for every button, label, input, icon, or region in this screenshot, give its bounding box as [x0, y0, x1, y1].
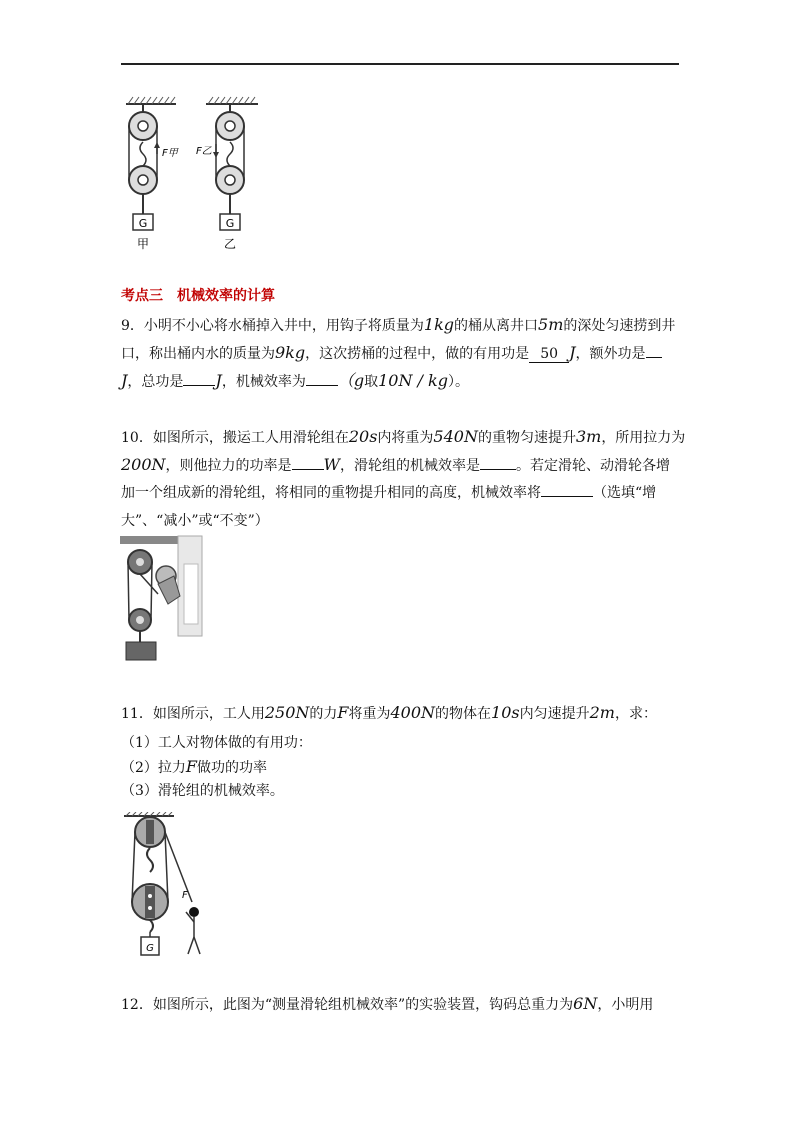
figure-label-yi: 乙 — [223, 237, 237, 251]
q9-line-2: 口，称出桶内水的质量为9kg，这次捞桶的过程中，做的有用功是 50 J，额外功是 — [121, 343, 662, 364]
q11-sub-1: （1）工人对物体做的有用功： — [121, 735, 312, 751]
q11-sub-2: （2）拉力F做功的功率 — [121, 757, 268, 776]
header-rule — [121, 63, 679, 65]
pulley-figure-2 — [118, 534, 208, 669]
q9-total-work-blank[interactable] — [183, 385, 215, 386]
figure-label-jia: 甲 — [136, 237, 150, 251]
force-label-fig3: F — [182, 890, 188, 901]
force-label-right: F乙 — [196, 146, 212, 157]
q11-sub-3: （3）滑轮组的机械效率。 — [121, 783, 284, 799]
q12-line-1: 12．如图所示，此图为“测量滑轮组机械效率”的实验装置，钩码总重力为6N，小明用 — [121, 994, 654, 1013]
weight-label-right: G — [225, 217, 235, 230]
q10-line-2: 200N，则他拉力的功率是 W，滑轮组的机械效率是 。若定滑轮、动滑轮各增 — [121, 455, 670, 474]
q9-line-1: 9．小明不小心将水桶掉入井中，用钩子将质量为1kg的桶从离井口5m的深处匀速捞到井 — [121, 315, 676, 334]
section-title: 考点三 机械效率的计算 — [121, 288, 275, 304]
pulley-figure-3 — [122, 812, 222, 967]
q9-efficiency-blank[interactable] — [306, 385, 338, 386]
q11-line-1: 11．如图所示，工人用250N的力F将重为400N的物体在10s内匀速提升2m，求： — [121, 703, 657, 722]
q10-line-3: 加一个组成新的滑轮组，将相同的重物提升相同的高度，机械效率将 （选填“增 — [121, 485, 657, 501]
q10-power-blank[interactable] — [292, 469, 324, 470]
pulley-figure-1 — [118, 92, 278, 257]
q9-extra-work-blank[interactable] — [646, 357, 662, 358]
q9-line-3: J，总功是 J，机械效率为 （g取10N / kg）。 — [121, 371, 469, 390]
q10-efficiency-blank[interactable] — [480, 469, 516, 470]
q10-line-4: 大”、“减小”或“不变”） — [121, 513, 269, 529]
q9-useful-work-answer: 50 — [529, 346, 569, 363]
force-label-left: F甲 — [162, 148, 178, 159]
weight-label-left: G — [138, 217, 148, 230]
q10-line-1: 10．如图所示，搬运工人用滑轮组在20s内将重为540N的重物匀速提升3m，所用拉力为 — [121, 427, 686, 446]
q10-change-blank[interactable] — [541, 496, 593, 497]
weight-label-fig3: G — [146, 943, 154, 954]
